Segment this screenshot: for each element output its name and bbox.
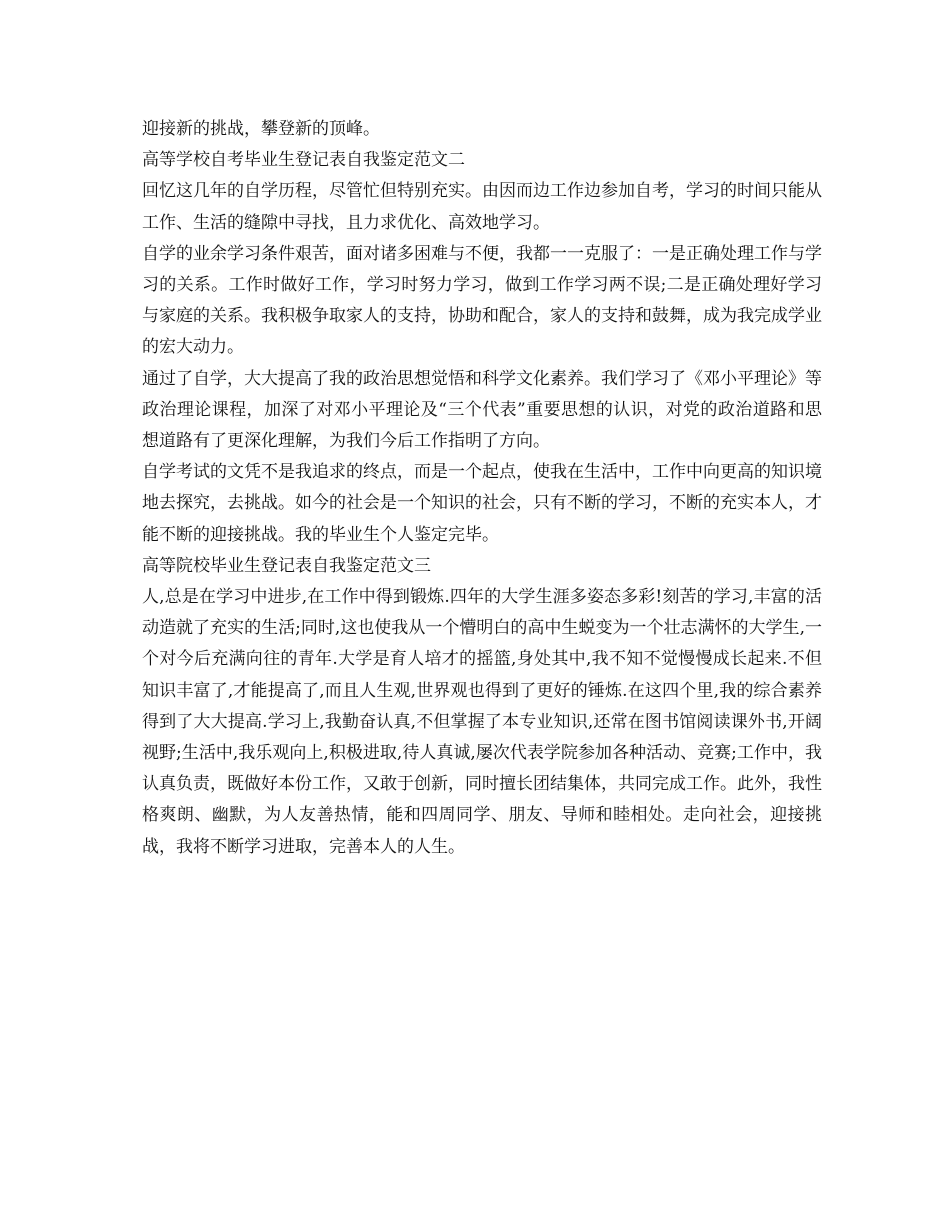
document-body [142, 114, 822, 863]
section-heading-sample-two: 高等学校自考毕业生登记表自我鉴定范文二 [142, 150, 465, 171]
paragraph-study-conditions: 自学的业余学习条件艰苦，面对诸多困难与不便，我都一一克服了：一是正确处理工作与学习的关系。工作时做好工作，学习时努力学习，做到工作学习两不误;二是正确处理好学习与家庭的关系。我积极争取家人的支持，协助和配合，家人的支持和鼓舞，成为我完成学业的宏大动力。 [142, 243, 822, 358]
paragraph-self-study-review: 回忆这几年的自学历程，尽管忙但特别充实。由因而边工作边参加自考，学习的时间只能从工作、生活的缝隙中寻找，且力求优化、高效地学习。 [142, 181, 822, 233]
paragraph-closing-line: 迎接新的挑战，攀登新的顶峰。 [142, 119, 380, 139]
paragraph-diploma-starting-point: 自学考试的文凭不是我追求的终点，而是一个起点，使我在生活中，工作中向更高的知识境地去探究，去挑战。如今的社会是一个知识的社会，只有不断的学习，不断的充实本人，才能不断的迎接挑战。我的毕业生个人鉴定完毕。 [142, 462, 822, 545]
section-heading-sample-three: 高等院校毕业生登记表自我鉴定范文三 [142, 555, 431, 576]
paragraph-university-life: 人,总是在学习中进步,在工作中得到锻炼.四年的大学生涯多姿态多彩!刻苦的学习,丰富的活动造就了充实的生活;同时,这也使我从一个懵明白的高中生蜕变为一个壮志满怀的大学生,一个对今后充满向往的青年.大学是育人培才的摇篮,身处其中,我不知不觉慢慢成长起来.不但知识丰富了,才能提高了,而且人生观,世界观也得到了更好的锤炼.在这四个里,我的综合素养得到了大大提高.学习上,我勤奋认真,不但掌握了本专业知识,还常在图书馆阅读课外书,开阔视野;生活中,我乐观向上,积极进取,待人真诚,屡次代表学院参加各种活动、竞赛;工作中，我认真负责，既做好本份工作，又敢于创新，同时擅长团结集体，共同完成工作。此外，我性格爽朗、幽默，为人友善热情，能和四周同学、朋友、导师和睦相处。走向社会，迎接挑战，我将不断学习进取，完善本人的人生。 [142, 587, 822, 857]
paragraph-political-study: 通过了自学，大大提高了我的政治思想觉悟和科学文化素养。我们学习了《邓小平理论》等政治理论课程，加深了对邓小平理论及“三个代表”重要思想的认识，对党的政治道路和思想道路有了更深化理解，为我们今后工作指明了方向。 [142, 368, 822, 452]
